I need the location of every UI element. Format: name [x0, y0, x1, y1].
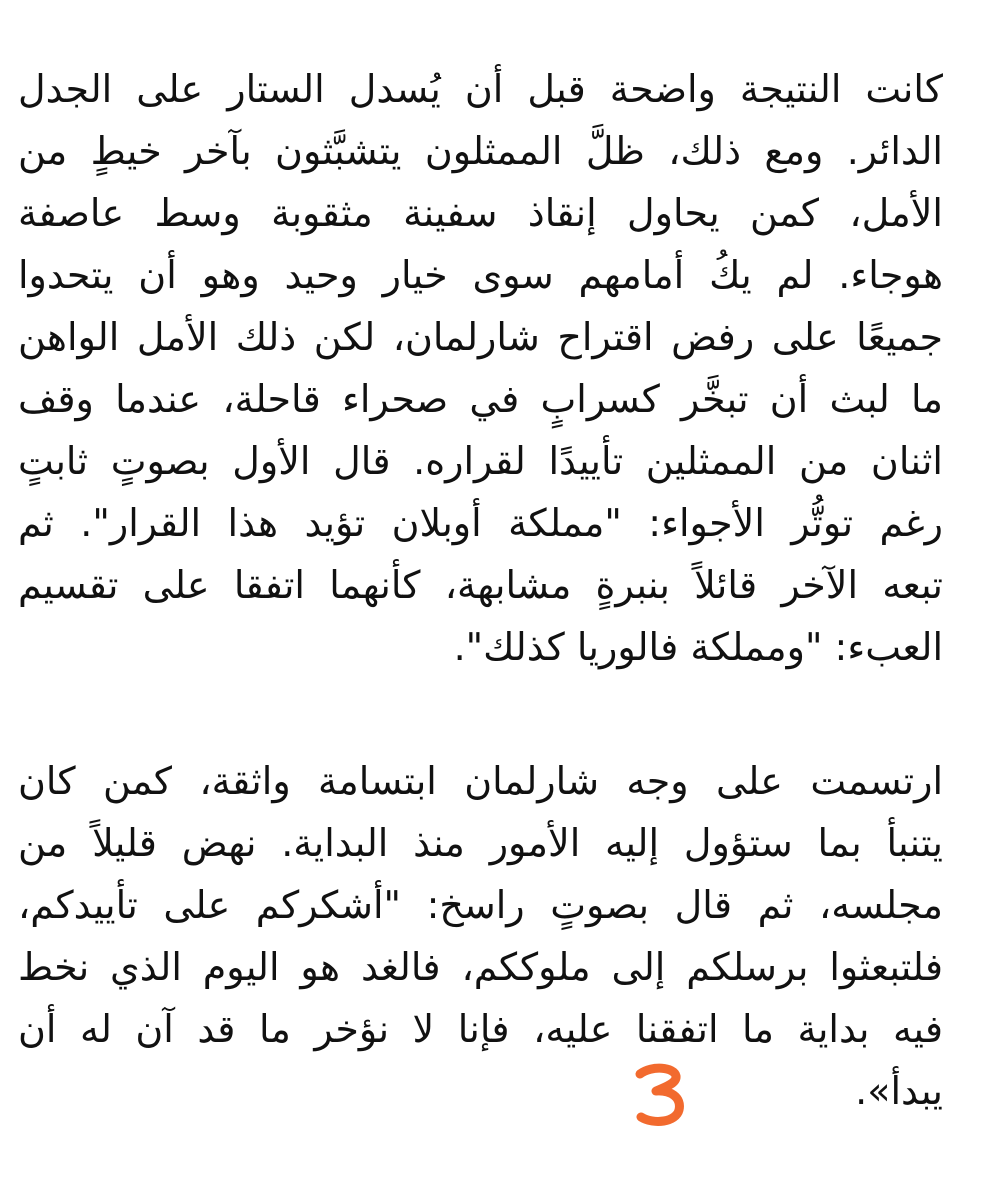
- paragraph-line: مجلسه، ثم قال بصوتٍ راسخ: "أشكركم على تأييدكم،: [18, 883, 943, 927]
- paragraph-line: يبدأ».: [855, 1069, 943, 1113]
- paragraph-line: هوجاء. لم يكُ أمامهم سوى خيار وحيد وهو أن يتحدوا: [18, 253, 943, 297]
- paragraph-line: ما لبث أن تبخَّر كسرابٍ في صحراء قاحلة، عندما وقف: [18, 377, 943, 421]
- paragraph-line: الأمل، كمن يحاول إنقاذ سفينة مثقوبة وسط عاصفة: [18, 191, 943, 235]
- handwritten-page-number-icon: [630, 1062, 690, 1128]
- paragraph-line: يتنبأ بما ستؤول إليه الأمور منذ البداية. نهض قليلاً من: [18, 821, 943, 865]
- paragraph-line: جميعًا على رفض اقتراح شارلمان، لكن ذلك الأمل الواهن: [18, 315, 943, 359]
- paragraph-line: العبء: "ومملكة فالوريا كذلك".: [453, 625, 943, 669]
- paragraph-line: فلتبعثوا برسلكم إلى ملوككم، فالغد هو اليوم الذي نخط: [18, 945, 943, 989]
- paragraph-line: تبعه الآخر قائلاً بنبرةٍ مشابهة، كأنهما اتفقا على تقسيم: [18, 563, 943, 607]
- paragraph-line: الدائر. ومع ذلك، ظلَّ الممثلون يتشبَّثون بآخر خيطٍ من: [18, 129, 943, 173]
- paragraph-line: رغم توتُّر الأجواء: "مملكة أوبلان تؤيد هذا القرار". ثم: [18, 501, 943, 545]
- paragraph-line: فيه بداية ما اتفقنا عليه، فإنا لا نؤخر ما قد آن له أن: [18, 1007, 943, 1051]
- paragraph-line: كانت النتيجة واضحة قبل أن يُسدل الستار على الجدل: [18, 67, 943, 111]
- paragraph-line: ارتسمت على وجه شارلمان ابتسامة واثقة، كمن كان: [18, 759, 943, 803]
- paragraph-2: [18, 750, 943, 1122]
- paragraph-line: اثنان من الممثلين تأييدًا لقراره. قال الأول بصوتٍ ثابتٍ: [18, 439, 943, 483]
- paragraph-1: [18, 58, 943, 678]
